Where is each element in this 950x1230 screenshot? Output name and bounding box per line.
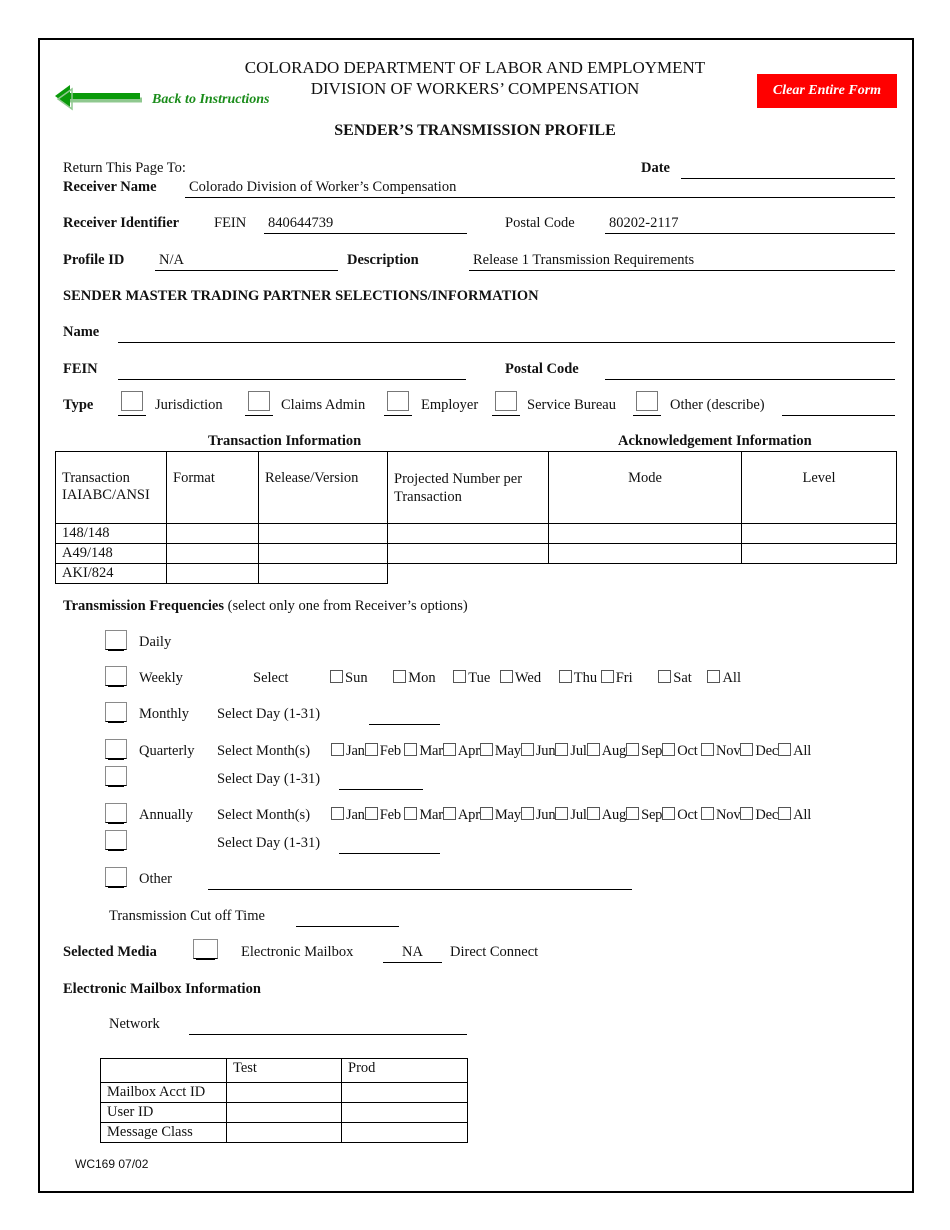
col-transaction: Transaction IAIABC/ANSI xyxy=(56,452,167,524)
col-release: Release/Version xyxy=(259,452,388,524)
direct-connect-label: Direct Connect xyxy=(450,944,539,960)
day-checkbox[interactable]: Mon xyxy=(393,670,435,686)
clear-form-button[interactable]: Clear Entire Form xyxy=(757,74,897,108)
type-jurisdiction-checkbox[interactable] xyxy=(121,391,143,411)
month-checkbox[interactable]: Nov xyxy=(701,743,740,759)
table-row xyxy=(101,1103,468,1123)
month-checkbox[interactable]: Apr xyxy=(443,743,480,759)
sender-section-title: SENDER MASTER TRADING PARTNER SELECTIONS/INFORMATION xyxy=(63,288,539,304)
table-cell[interactable] xyxy=(388,544,549,564)
day-checkbox[interactable]: Fri xyxy=(601,670,633,686)
table-cell[interactable] xyxy=(742,524,897,544)
quarterly-months xyxy=(331,743,811,760)
quarterly-label: Quarterly xyxy=(139,743,195,759)
type-claims-admin-checkbox[interactable] xyxy=(248,391,270,411)
network-label: Network xyxy=(109,1016,160,1032)
sender-name-label: Name xyxy=(63,324,100,340)
annually-label: Annually xyxy=(139,807,193,823)
date-label: Date xyxy=(641,160,670,176)
table-cell[interactable] xyxy=(167,524,259,544)
table-cell[interactable] xyxy=(227,1123,342,1143)
back-to-instructions-link[interactable]: Back to Instructions xyxy=(152,92,270,107)
quarterly-day-field[interactable] xyxy=(339,771,423,790)
table-cell[interactable] xyxy=(342,1103,468,1123)
type-claims-admin-label: Claims Admin xyxy=(281,397,366,413)
type-jurisdiction-label: Jurisdiction xyxy=(155,397,223,413)
month-checkbox[interactable]: All xyxy=(778,807,811,823)
direct-connect-field[interactable]: NA xyxy=(383,944,442,963)
month-checkbox[interactable]: Jun xyxy=(521,743,556,759)
transaction-code: 148/148 xyxy=(56,524,167,544)
day-checkbox[interactable]: All xyxy=(707,670,741,686)
day-checkbox[interactable]: Thu xyxy=(559,670,597,686)
annually-day-checkbox[interactable] xyxy=(105,830,127,850)
mailbox-table xyxy=(100,1058,468,1143)
monthly-day-field[interactable] xyxy=(369,706,440,725)
month-checkbox[interactable]: May xyxy=(480,807,521,823)
month-checkbox[interactable]: Feb xyxy=(365,743,401,759)
division-name: DIVISION OF WORKERS’ COMPENSATION xyxy=(310,79,640,98)
month-checkbox[interactable]: Dec xyxy=(740,807,778,823)
row-label: User ID xyxy=(101,1103,227,1123)
month-checkbox[interactable]: Apr xyxy=(443,807,480,823)
month-checkbox[interactable]: Mar xyxy=(404,743,443,759)
mailbox-info-title: Electronic Mailbox Information xyxy=(63,981,261,997)
fein-label: FEIN xyxy=(214,215,247,231)
table-row xyxy=(56,524,897,544)
table-row xyxy=(56,544,897,564)
annually-months xyxy=(331,807,811,824)
weekly-label: Weekly xyxy=(139,670,183,686)
form-code: WC169 07/02 xyxy=(75,1157,149,1171)
profile-id-label: Profile ID xyxy=(63,252,125,268)
quarterly-checkbox[interactable] xyxy=(105,739,127,759)
table-cell[interactable] xyxy=(259,544,388,564)
table-cell[interactable] xyxy=(342,1083,468,1103)
type-employer-label: Employer xyxy=(421,397,479,413)
profile-id-field: N/A xyxy=(155,252,338,271)
month-checkbox[interactable]: All xyxy=(778,743,811,759)
month-checkbox[interactable]: Jul xyxy=(555,807,586,823)
month-checkbox[interactable]: Sep xyxy=(626,743,662,759)
type-employer-checkbox[interactable] xyxy=(387,391,409,411)
ack-info-header: Acknowledgement Information xyxy=(618,433,812,449)
receiver-name-label: Receiver Name xyxy=(63,179,157,195)
monthly-label: Monthly xyxy=(139,706,189,722)
receiver-identifier-label: Receiver Identifier xyxy=(63,215,180,231)
day-checkbox[interactable]: Wed xyxy=(500,670,541,686)
type-other-field[interactable] xyxy=(782,397,895,416)
row-label: Mailbox Acct ID xyxy=(101,1083,227,1103)
month-checkbox[interactable]: Jul xyxy=(555,743,586,759)
other-frequency-checkbox[interactable] xyxy=(105,867,127,887)
selected-media-label: Selected Media xyxy=(63,944,157,960)
quarterly-select-day-label: Select Day (1-31) xyxy=(217,771,321,787)
table-cell[interactable] xyxy=(259,564,388,584)
month-checkbox[interactable]: Aug xyxy=(587,807,626,823)
col-projected: Projected Number per Transaction xyxy=(388,452,549,524)
sender-postal-field[interactable] xyxy=(605,361,895,380)
form-border xyxy=(38,38,914,1193)
table-cell[interactable] xyxy=(227,1103,342,1123)
cutoff-time-field[interactable] xyxy=(296,908,399,927)
monthly-select-day-label: Select Day (1-31) xyxy=(217,706,321,722)
month-checkbox[interactable]: Feb xyxy=(365,807,401,823)
table-row xyxy=(101,1123,468,1143)
annually-day-field[interactable] xyxy=(339,835,440,854)
type-other-label: Other (describe) xyxy=(670,397,765,413)
date-field[interactable] xyxy=(681,160,895,179)
annually-select-months-label: Select Month(s) xyxy=(217,807,311,823)
transaction-table xyxy=(55,451,897,584)
weekly-days xyxy=(330,670,741,687)
other-frequency-field[interactable] xyxy=(208,871,632,890)
row-label: Message Class xyxy=(101,1123,227,1143)
col-prod: Prod xyxy=(342,1059,468,1083)
col-mode: Mode xyxy=(549,452,742,524)
receiver-postal-field: 80202-2117 xyxy=(605,215,895,234)
month-checkbox[interactable]: Jan xyxy=(331,743,365,759)
other-frequency-label: Other xyxy=(139,871,173,887)
table-cell[interactable] xyxy=(167,544,259,564)
frequencies-title: Transmission Frequencies (select only one from Receiver’s options) xyxy=(63,598,468,614)
description-label: Description xyxy=(347,252,419,268)
transaction-code: A49/148 xyxy=(56,544,167,564)
table-cell[interactable] xyxy=(259,524,388,544)
description-field: Release 1 Transmission Requirements xyxy=(469,252,895,271)
electronic-mailbox-label: Electronic Mailbox xyxy=(241,944,354,960)
month-checkbox[interactable]: Dec xyxy=(740,743,778,759)
weekly-select-label: Select xyxy=(253,670,289,686)
type-other-checkbox[interactable] xyxy=(636,391,658,411)
day-checkbox[interactable]: Tue xyxy=(453,670,490,686)
type-label: Type xyxy=(63,397,94,413)
table-cell[interactable] xyxy=(549,524,742,544)
table-cell[interactable] xyxy=(227,1083,342,1103)
month-checkbox[interactable]: Nov xyxy=(701,807,740,823)
month-checkbox[interactable]: Mar xyxy=(404,807,443,823)
sender-fein-field[interactable] xyxy=(118,361,466,380)
annually-select-day-label: Select Day (1-31) xyxy=(217,835,321,851)
day-checkbox[interactable]: Sun xyxy=(330,670,368,686)
table-cell[interactable] xyxy=(549,544,742,564)
quarterly-select-months-label: Select Month(s) xyxy=(217,743,311,759)
return-to-label: Return This Page To: xyxy=(63,160,186,176)
month-checkbox[interactable]: Oct xyxy=(662,807,697,823)
transaction-info-header: Transaction Information xyxy=(208,433,362,449)
month-checkbox[interactable]: May xyxy=(480,743,521,759)
month-checkbox[interactable]: Sep xyxy=(626,807,662,823)
type-service-bureau-label: Service Bureau xyxy=(527,397,616,413)
month-checkbox[interactable]: Jun xyxy=(521,807,556,823)
sender-postal-label: Postal Code xyxy=(505,361,579,377)
table-cell[interactable] xyxy=(742,544,897,564)
table-row xyxy=(101,1083,468,1103)
table-row xyxy=(56,564,897,584)
table-cell[interactable] xyxy=(342,1123,468,1143)
col-test: Test xyxy=(227,1059,342,1083)
agency-name: COLORADO DEPARTMENT OF LABOR AND EMPLOYMENT xyxy=(244,58,706,77)
month-checkbox[interactable]: Jan xyxy=(331,807,365,823)
postal-code-label: Postal Code xyxy=(505,215,575,231)
month-checkbox[interactable]: Oct xyxy=(662,743,697,759)
monthly-checkbox[interactable] xyxy=(105,702,127,722)
type-service-bureau-checkbox[interactable] xyxy=(495,391,517,411)
electronic-mailbox-checkbox[interactable] xyxy=(193,939,218,959)
receiver-name-field: Colorado Division of Worker’s Compensation xyxy=(185,179,895,198)
daily-checkbox[interactable] xyxy=(105,630,127,650)
sender-name-field[interactable] xyxy=(118,324,895,343)
day-checkbox[interactable]: Sat xyxy=(658,670,692,686)
form-title: SENDER’S TRANSMISSION PROFILE xyxy=(334,122,616,139)
transaction-code: AKI/824 xyxy=(56,564,167,584)
table-cell[interactable] xyxy=(388,524,549,544)
month-checkbox[interactable]: Aug xyxy=(587,743,626,759)
cutoff-time-label: Transmission Cut off Time xyxy=(109,908,265,924)
col-level: Level xyxy=(742,452,897,524)
quarterly-day-checkbox[interactable] xyxy=(105,766,127,786)
network-field[interactable] xyxy=(189,1016,467,1035)
sender-fein-label: FEIN xyxy=(63,361,98,377)
col-format: Format xyxy=(167,452,259,524)
receiver-fein-field: 840644739 xyxy=(264,215,467,234)
weekly-checkbox[interactable] xyxy=(105,666,127,686)
table-cell[interactable] xyxy=(167,564,259,584)
daily-label: Daily xyxy=(139,634,172,650)
annually-checkbox[interactable] xyxy=(105,803,127,823)
